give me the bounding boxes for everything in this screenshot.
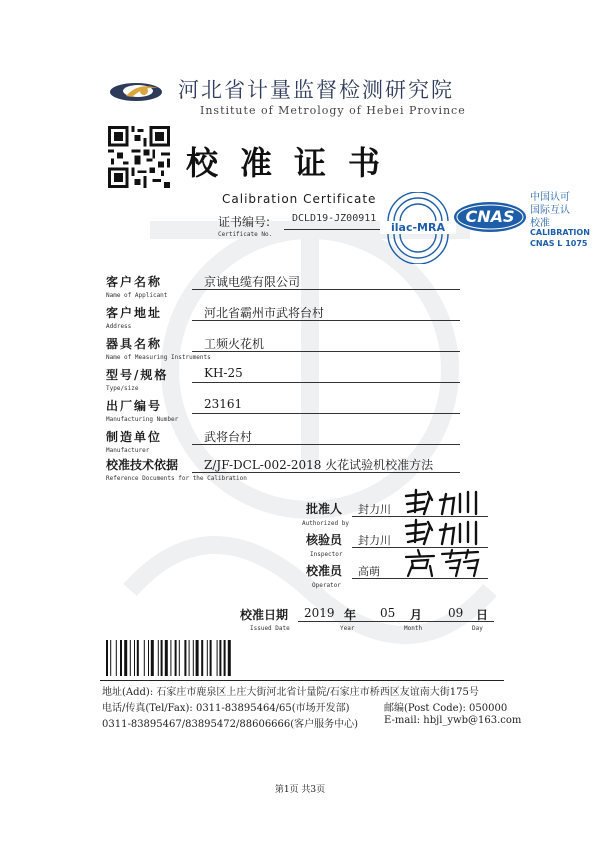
authorized-name: 封力川 <box>358 503 391 516</box>
field-label-en: Address <box>106 323 132 330</box>
cnas-cn-line-3: 校准 <box>530 218 550 229</box>
field-value: KH-25 <box>204 366 243 380</box>
cnas-logo-text: CNAS <box>465 207 515 226</box>
qr-code <box>108 126 170 188</box>
ilac-mra-text: ilac-MRA <box>380 221 456 234</box>
issue-year: 2019 <box>304 606 335 620</box>
signature-underline <box>352 578 488 579</box>
signature-underline <box>352 516 488 517</box>
cnas-cn-line-2: 国际互认 <box>530 205 570 216</box>
operator-label: 校准员 <box>306 564 343 578</box>
handwritten-signature-authorized <box>402 488 486 516</box>
barcode-bar <box>193 640 194 676</box>
field-label-en: Name of Applicant <box>106 292 168 299</box>
handwritten-signature-operator <box>404 548 484 578</box>
field-label: 校准技术依据 <box>106 458 179 472</box>
barcode-bar <box>110 640 111 676</box>
barcode-bar <box>175 640 177 676</box>
field-label-en: Manufacturing Number <box>106 416 179 423</box>
year-label-en: Year <box>340 625 355 632</box>
field-label: 器具名称 <box>106 337 163 351</box>
page-number: 第1页 共3页 <box>274 785 326 795</box>
cnas-mark <box>452 192 590 248</box>
field-underline <box>192 320 460 321</box>
field-label: 客户地址 <box>106 306 163 320</box>
barcode-bar <box>184 640 186 676</box>
barcode-bar <box>148 640 149 676</box>
certificate-no-label: 证书编号: <box>218 215 271 229</box>
barcode-bar <box>165 640 168 676</box>
field-underline <box>192 472 460 473</box>
barcode-bar <box>106 640 108 676</box>
barcode-bar <box>170 640 171 676</box>
barcode-bar <box>179 640 180 676</box>
cnas-cn-line-1: 中国认可 <box>530 192 570 203</box>
certificate-title-cn: 校准证书 <box>186 144 403 182</box>
barcode-bar <box>120 640 122 676</box>
field-value: 23161 <box>204 397 243 411</box>
field-label-en: Type/size <box>106 385 139 392</box>
date-underline <box>298 621 494 622</box>
barcode-bar <box>161 640 163 676</box>
barcode-bar <box>219 640 221 676</box>
barcode <box>104 640 288 676</box>
field-label: 制造单位 <box>106 430 163 444</box>
ilac-mra-mark <box>380 192 456 268</box>
contact-separator <box>100 680 504 681</box>
contact-postcode: 邮编(Post Code): 050000 <box>384 703 508 714</box>
barcode-bar <box>189 640 190 676</box>
field-underline <box>192 413 460 414</box>
barcode-bar <box>124 640 127 676</box>
contact-email: E-mail: hbjl_ywb@163.com <box>384 715 522 726</box>
field-label: 型号/规格 <box>106 368 169 382</box>
day-label-en: Day <box>472 625 483 632</box>
institute-logo-icon <box>108 80 164 102</box>
barcode-bar <box>210 640 212 676</box>
inspector-name: 封力川 <box>358 534 391 547</box>
field-value: 武将台村 <box>204 430 253 444</box>
certificate-title-en: Calibration Certificate <box>222 192 377 206</box>
handwritten-signature-inspector <box>402 518 486 546</box>
barcode-bar <box>207 640 208 676</box>
barcode-bar <box>116 640 117 676</box>
authorized-label-en: Authorized by <box>302 520 349 527</box>
barcode-bar <box>151 640 154 676</box>
field-value: 京诚电缆有限公司 <box>204 275 301 289</box>
barcode-bar <box>201 640 203 676</box>
institute-name-cn: 河北省计量监督检测研究院 <box>178 78 454 102</box>
field-label-en: Manufacturer <box>106 447 150 454</box>
barcode-bar <box>217 640 218 676</box>
field-label: 出厂编号 <box>106 399 163 413</box>
field-value: Z/JF-DCL-002-2018 火花试验机校准方法 <box>204 458 434 472</box>
field-underline <box>192 444 460 445</box>
contact-tel-2: 0311-83895467/83895472/88606666(客户服务中心) <box>102 719 359 730</box>
contact-tel-fax: 电话/传真(Tel/Fax): 0311-83895464/65(市场开发部) <box>102 703 350 714</box>
operator-name: 高萌 <box>358 565 380 578</box>
field-value: 河北省霸州市武将台村 <box>204 306 325 320</box>
issue-day: 09 <box>448 606 464 620</box>
issue-date-label-en: Issued Date <box>250 625 290 632</box>
contact-address: 地址(Add): 石家庄市鹿泉区上庄大街河北省计量院/石家庄市桥西区友谊南大街175号 <box>102 687 479 698</box>
barcode-bar <box>228 640 231 676</box>
authorized-label: 批准人 <box>306 502 343 516</box>
inspector-label: 核验员 <box>306 533 343 547</box>
certificate-no-underline <box>284 229 388 230</box>
institute-name-en: Institute of Metrology of Hebei Province <box>200 104 466 117</box>
operator-label-en: Operator <box>312 582 341 589</box>
barcode-bar <box>130 640 131 676</box>
day-char: 日 <box>476 608 489 622</box>
barcode-bar <box>137 640 139 676</box>
field-underline <box>192 382 460 383</box>
cnas-en-line-2: CNAS L 1075 <box>530 239 588 248</box>
field-value: 工频火花机 <box>204 337 265 351</box>
barcode-bar <box>134 640 135 676</box>
issue-month: 05 <box>380 606 396 620</box>
barcode-bar <box>144 640 145 676</box>
cnas-en-line-1: CALIBRATION <box>530 228 590 237</box>
field-label-en: Reference Documents for the Calibration <box>106 475 247 482</box>
certificate-no-label-en: Certificate No. <box>218 231 273 238</box>
certificate-no-value: DCLD19-JZ00911 <box>292 213 377 224</box>
barcode-bar <box>196 640 199 676</box>
field-underline <box>192 351 460 352</box>
year-char: 年 <box>344 608 357 622</box>
month-char: 月 <box>410 608 423 622</box>
field-label: 客户名称 <box>106 275 163 289</box>
inspector-label-en: Inspector <box>310 551 343 558</box>
issue-date-label: 校准日期 <box>240 608 289 622</box>
month-label-en: Month <box>404 625 423 632</box>
barcode-bar <box>158 640 159 676</box>
barcode-bar <box>224 640 226 676</box>
field-label-en: Name of Measuring Instruments <box>106 354 211 361</box>
field-underline <box>192 289 460 290</box>
